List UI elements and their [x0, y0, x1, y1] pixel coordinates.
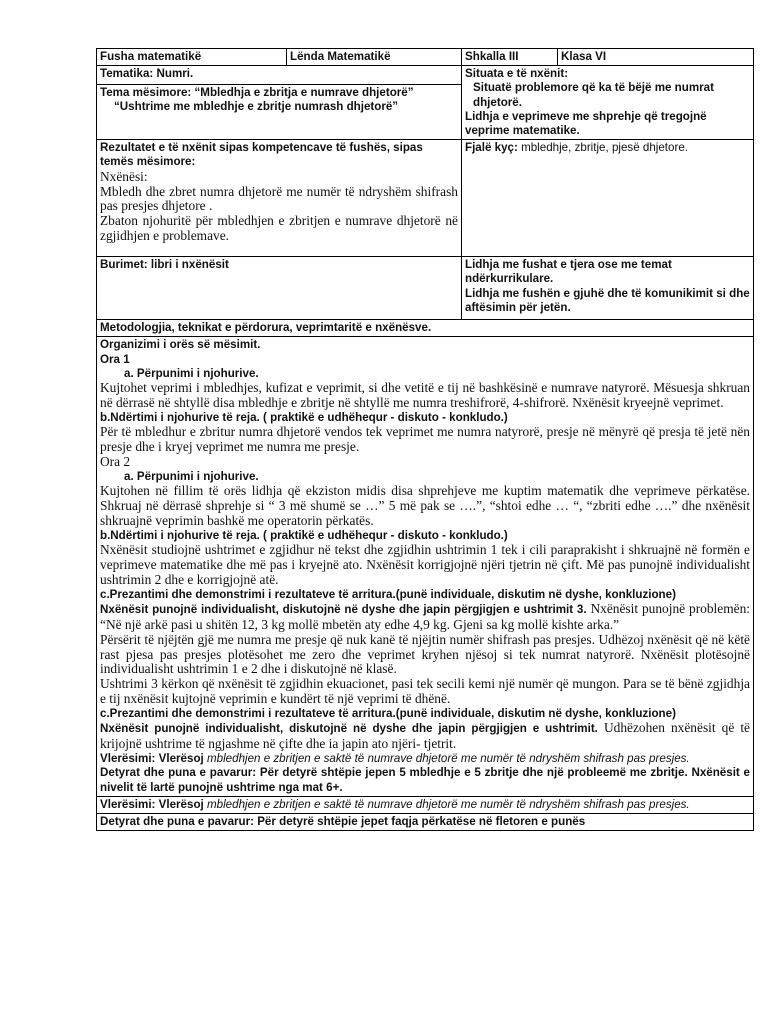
- lesson-plan-table: [96, 48, 754, 831]
- keywords-label: Fjalë kyç:: [465, 141, 518, 155]
- homework-row: [97, 813, 754, 830]
- lesson-topic-line-2: “Ushtrime me mbledhje e zbritje numrash dhjetorë”: [114, 100, 399, 114]
- student-label: Nxënësi:: [100, 168, 148, 184]
- connections-cell: [462, 257, 754, 320]
- hour-2-new-knowledge-heading: b.Ndërtimi i njohurive të reja. ( praktikë e udhëhequr - diskuto - konkludo.): [100, 528, 508, 542]
- assessment-inner-label: Vlerësimi: Vlerësoj: [100, 752, 204, 766]
- header-row: [97, 49, 754, 66]
- resources-row: [97, 257, 754, 320]
- learning-situation-cell: [462, 66, 754, 140]
- paragraph-exercise-3: Ushtrimi 3 kërkon që nxënësit të zgjidhin ekuacionet, pasi tek secili kemi një numër që mungon. Para se të bënë zgjidhja e tij nxënësit kujtojnë veprimin e kundërt të një veprimi të dhënë.: [100, 676, 750, 707]
- organization-row: [97, 337, 754, 796]
- assessment-cell: [97, 796, 754, 813]
- hour-1-label: Ora 1: [100, 352, 130, 366]
- hour-2-label: Ora 2: [100, 453, 131, 469]
- lesson-topic-line-1: Tema mësimore: “Mbledhja e zbritja e numrave dhjetorë”: [100, 86, 414, 100]
- grade-cell: Klasa VI: [558, 49, 754, 66]
- paragraph-repeat: Përsërit të njëjtën gjë me numra me presje që nuk kanë të njëjtin numër shifrash pas presjes. Udhëzoj nxënësit që në këtë rast pjesa pas presjes plotësohet me zero dhe veprimet kryhen njësoj si tek numrat natyrorë. Nxënësit plotësojnë individualisht ushtrimin 1 e 2 dhe i diskutojnë në klasë.: [100, 631, 750, 677]
- connections-line-2: Lidhja me fushën e gjuhë dhe të komunikimit si dhe aftësimin për jetën.: [465, 286, 750, 314]
- subject-cell: Lënda Matematikë: [287, 49, 462, 66]
- field-cell: Fusha matematikë: [97, 49, 287, 66]
- outcome-item-2: Zbaton njohuritë për mbledhjen e zbritjen e numrave dhjetorë në zgjidhjen e problemave.: [100, 213, 458, 244]
- hour-2-processing-heading: a. Përpunimi i njohurive.: [124, 469, 259, 483]
- outcomes-title: Rezultatet e të nxënit sipas kompetencave të fushës, sipas temës mësimore:: [100, 141, 423, 169]
- hour-2-new-knowledge-text: Nxënësit studiojnë ushtrimet e zgjidhur në tekst dhe zgjidhin ushtrimin 1 tek i cili paraprakisht i shkruajnë në formën e veprimeve matematike dhe më pas i kryejnë ato. Nxënësit korrigjojnë njëri tjetrin në çift. Më pas punojnë individualisht ushtrimin 2 dhe e korrigjojnë atë.: [100, 541, 750, 587]
- assessment-inner: [100, 752, 750, 766]
- keywords-cell: [462, 140, 754, 257]
- hour-1-processing-text: Kujtohet veprimi i mbledhjes, kufizat e veprimit, si dhe vetitë e tij në bashkësinë e numrave natyrorë. Mësuesja shkruan në dërrasë në shtyllë disa mbledhje e zbritje në shtyllë me numra treshifrorë, 4-shifrorë. Nxënësit kryeejnë veprimet.: [100, 380, 750, 410]
- situation-title: Situata e të nxënit:: [465, 67, 569, 81]
- situation-line-2: Lidhja e veprimeve me shprehje që tregojnë veprime matematike.: [465, 109, 707, 138]
- organization-cell: [97, 337, 754, 796]
- presentation-bold-2: Nxënësit punojnë individualisht, diskutojnë në dyshe dhe japin përgjigjen e ushtrimit.: [100, 722, 598, 736]
- connections-line-1: Lidhja me fushat e tjera ose me temat ndërkurrikulare.: [465, 258, 672, 286]
- level-cell: Shkalla III: [462, 49, 558, 66]
- situation-line-1: Situatë problemore që ka të bëjë me numrat dhjetorë.: [473, 81, 714, 109]
- assessment-label: Vlerësimi: Vlerësoj: [100, 797, 204, 811]
- hour-1-processing-heading: a. Përpunimi i njohurive.: [124, 366, 259, 380]
- homework-inner: Detyrat dhe puna e pavarur: Për detyrë shtëpie jepen 5 mbledhje e 5 zbritje dhe një probleemë me zbritje. Nxënësit e nivelit të lartë punojnë ushtrime nga mat 6+.: [100, 766, 750, 794]
- presentation-guidance: Udhëzohen nxënësit që të krijojnë ushtrime të ngjashme në çifte dhe ia japin ato njëri- tjetrit.: [100, 720, 751, 752]
- presentation-heading-2: c.Prezantimi dhe demonstrimi i rezultateve të arritura.(punë individuale, diskutim në dyshe, konkluzione): [100, 707, 676, 721]
- presentation-text-2: [100, 721, 750, 752]
- presentation-heading-1: c.Prezantimi dhe demonstrimi i rezultateve të arritura.(punë individuale, diskutim në dyshe, konkluzione): [100, 587, 676, 601]
- methodology-cell: Metodologjia, teknikat e përdorura, veprimtaritë e nxënësve.: [97, 320, 754, 337]
- hour-1-new-knowledge-text: Për të mbledhur e zbritur numra dhjetorë vendos tek veprimet me numra natyrorë, presje në mënyrë që presja të jetë nën presje dhe i kryej veprimet me numra me presje.: [100, 424, 750, 454]
- homework-cell: Detyrat dhe puna e pavarur: Për detyrë shtëpie jepet faqja përkatëse në fletoren e punës: [97, 813, 754, 830]
- lesson-topic-cell: [97, 85, 462, 140]
- presentation-problem: Nxënësit punojnë problemën: “Në një arkë pasi u shitën 12, 3 kg mollë mbetën aty edhe 4,9 kg. Gjeni sa kg mollë kishte arka.”: [100, 600, 750, 632]
- hour-2-processing-text: Kujtohen në fillim të orës lidhja që ekziston midis disa shprehjeve me kuptim matematik dhe veprimeve përkatëse. Shkruaj në dërrasë shprehje si “ 3 më shumë se …” 5 më pak se ….”, “shtoi edhe … “, “zbriti edhe ….” dhe nxënësit shkruajnë veprimin bashkë me operatorin përkatës.: [100, 482, 750, 528]
- organization-title: Organizimi i orës së mësimit.: [100, 338, 261, 352]
- presentation-text-1: [100, 602, 750, 633]
- assessment-inner-text: mbledhjen e zbritjen e saktë të numrave dhjetorë me numër të ndryshëm shifrash pas presjes.: [203, 752, 690, 766]
- lesson-plan: [96, 48, 753, 831]
- assessment-text: mbledhjen e zbritjen e saktë të numrave dhjetorë me numër të ndryshëm shifrash pas presjes.: [203, 797, 690, 811]
- assessment-row: [97, 796, 754, 813]
- keywords-text: mbledhje, zbritje, pjesë dhjetore.: [517, 141, 688, 155]
- hour-1-new-knowledge-heading: b.Ndërtimi i njohurive të reja. ( praktikë e udhëhequr - diskuto - konkludo.): [100, 410, 508, 424]
- topic-row: [97, 66, 754, 85]
- presentation-bold-1: Nxënësit punojnë individualisht, diskutojnë në dyshe dhe japin përgjigjen e ushtrimit 3.: [100, 602, 587, 616]
- methodology-row: [97, 320, 754, 337]
- outcomes-cell: [97, 140, 462, 257]
- outcome-item-1: Mbledh dhe zbret numra dhjetorë me numër të ndryshëm shifrash pas presjes dhjetore .: [100, 183, 458, 214]
- resources-cell: Burimet: libri i nxënësit: [97, 257, 462, 320]
- topic-cell: Tematika: Numri.: [97, 66, 462, 85]
- outcomes-row: [97, 140, 754, 257]
